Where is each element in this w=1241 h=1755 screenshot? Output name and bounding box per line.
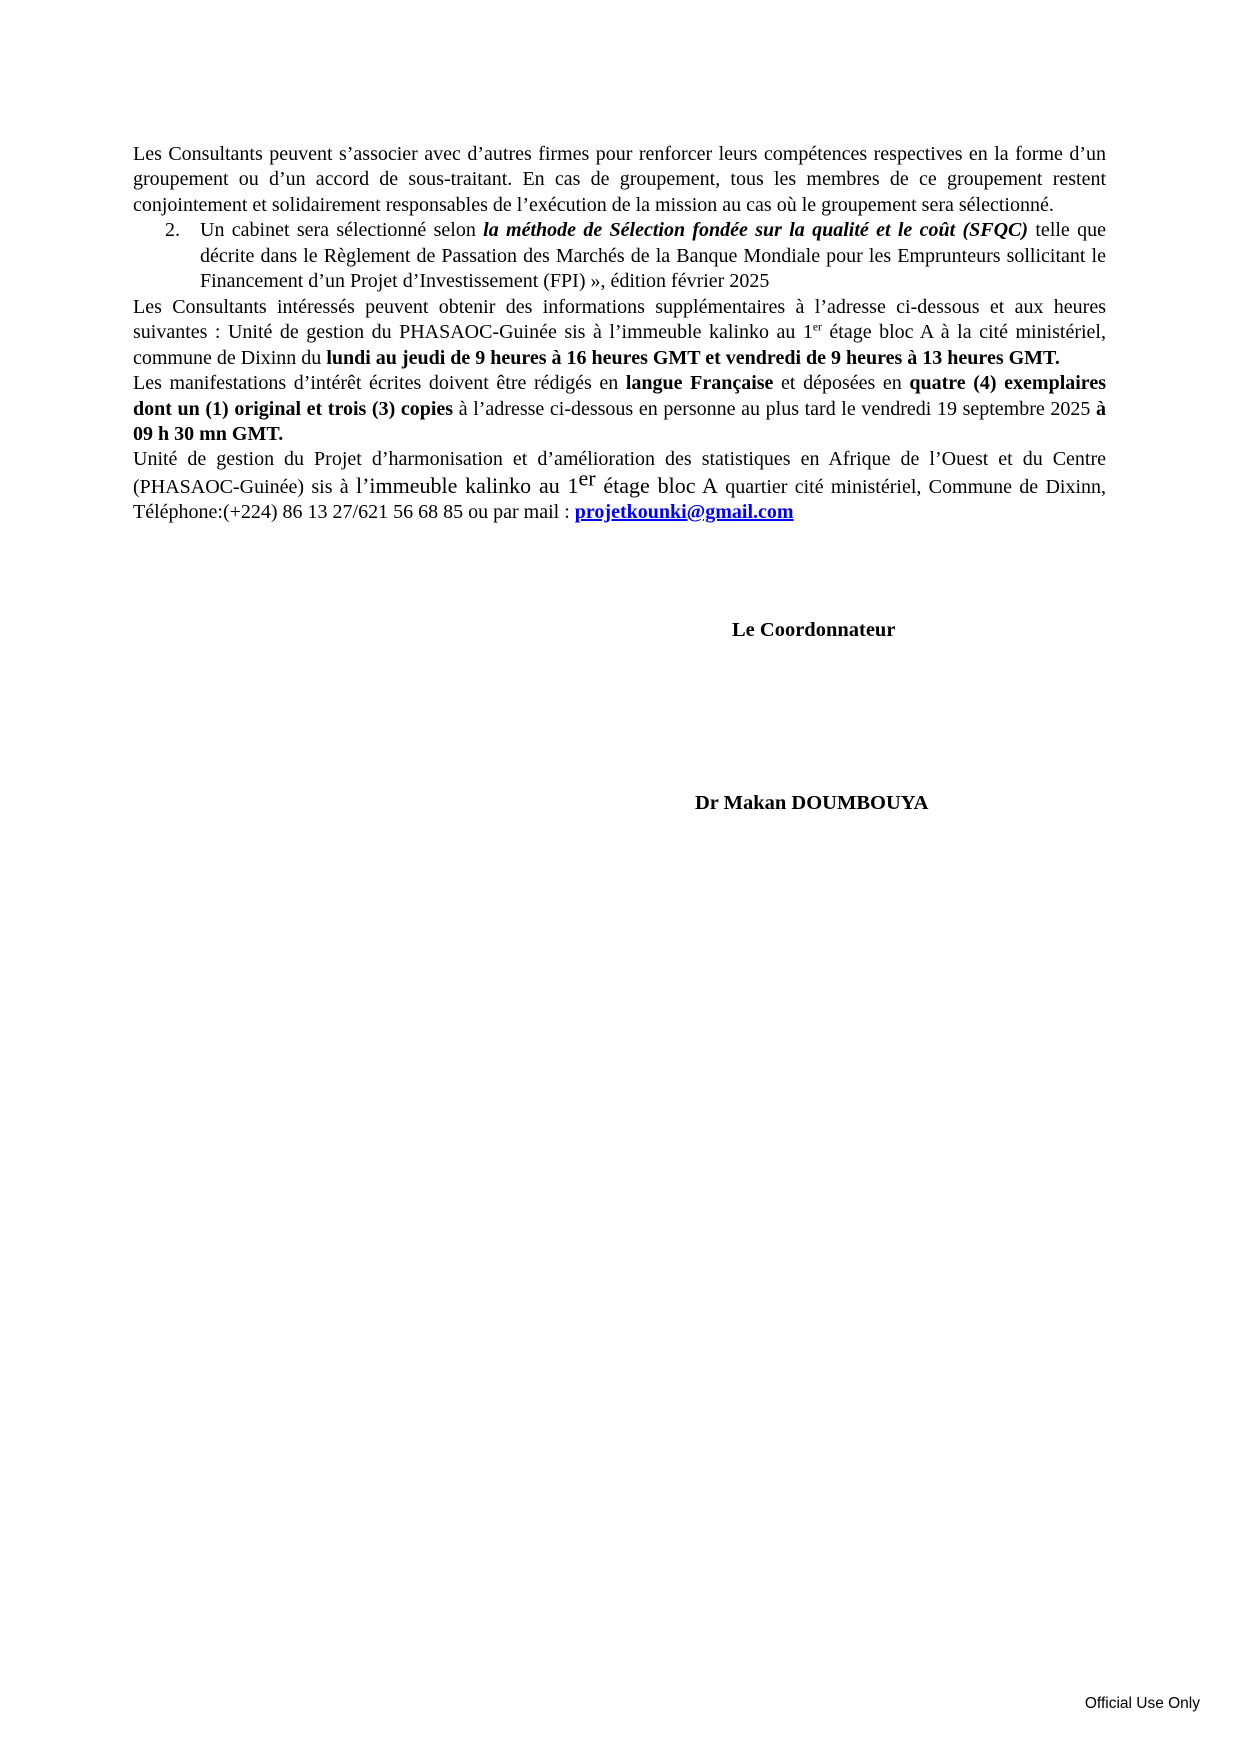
text-run: quatre (4) exemplaires dont un (1) original et trois (3) copies — [133, 372, 1106, 420]
text-run: à 09 h 30 mn GMT. — [133, 397, 1107, 445]
text-run: lundi au jeudi de 9 heures à 16 heures GMT et vendredi de 9 heures à 13 heures GMT. — [326, 346, 1060, 369]
text-run: et déposées en — [773, 372, 910, 395]
text-run: à l’adresse ci-dessous en personne au plus tard le vendredi 19 septembre 2025 — [453, 397, 1097, 420]
text-run: Un cabinet sera sélectionné selon — [200, 219, 484, 242]
text-run: Les Consultants peuvent s’associer avec d’autres firmes pour renforcer leurs compétences respectives en la forme d’un groupement ou d’un accord de sous-traitant. En cas de groupement, tous les membres de ce groupement restent conjointement et solidairement responsables de l’exécution de la mission au cas où le groupement sera sélectionné. — [133, 143, 1106, 216]
text-run: étage bloc A à la cité ministériel, commune de Dixinn du — [133, 321, 1106, 369]
text-run: Les manifestations d’intérêt écrites doivent être rédigés en — [133, 372, 626, 395]
text-run: er — [578, 465, 596, 491]
footer-classification-label: Official Use Only — [1084, 1695, 1200, 1712]
paragraph-information-hours — [133, 295, 1106, 371]
text-run: langue Française — [625, 372, 774, 395]
document-body — [133, 142, 1106, 815]
coordinator-title: Le Coordonnateur — [732, 618, 896, 641]
paragraph-selection-method — [133, 218, 1106, 294]
text-run: quartier cité ministériel, Commune de Dixinn, Téléphone:(+224) 86 13 27/621 56 68 85 ou par mail : — [133, 475, 1107, 524]
text-run: la méthode de Sélection fondée sur la qualité et le coût (SFQC) — [483, 219, 1029, 242]
paragraph-consultants-association — [133, 142, 1106, 218]
text-run: Les Consultants intéressés peuvent obtenir des informations supplémentaires à l’adresse ci-dessous et aux heures suivantes : Unité de gestion du PHASAOC-Guinée sis à l’immeuble kalinko au 1 — [133, 295, 1106, 344]
text-run: telle que décrite dans le Règlement de Passation des Marchés de la Banque Mondiale pour les Emprunteurs sollicitant le Financement d’un Projet d’Investissement (FPI) », édition février 2025 — [200, 219, 1106, 293]
paragraph-submission-requirements — [133, 371, 1106, 447]
text-run: l’immeuble kalinko au 1 — [355, 472, 579, 498]
paragraphs-container — [133, 142, 1106, 526]
signature-name: Dr Makan DOUMBOUYA — [695, 791, 929, 814]
text-run: er — [812, 320, 822, 334]
text-run: étage bloc A — [595, 472, 718, 498]
email-link[interactable]: projetkounki@gmail.com — [574, 501, 794, 524]
list-item-marker: 2. — [165, 219, 180, 242]
paragraph-contact-address — [133, 447, 1106, 525]
text-run: Unité de gestion du Projet d’harmonisation et d’amélioration des statistiques en Afrique de l’Ouest et du Centre (PHASAOC-Guinée) sis à — [133, 448, 1106, 498]
